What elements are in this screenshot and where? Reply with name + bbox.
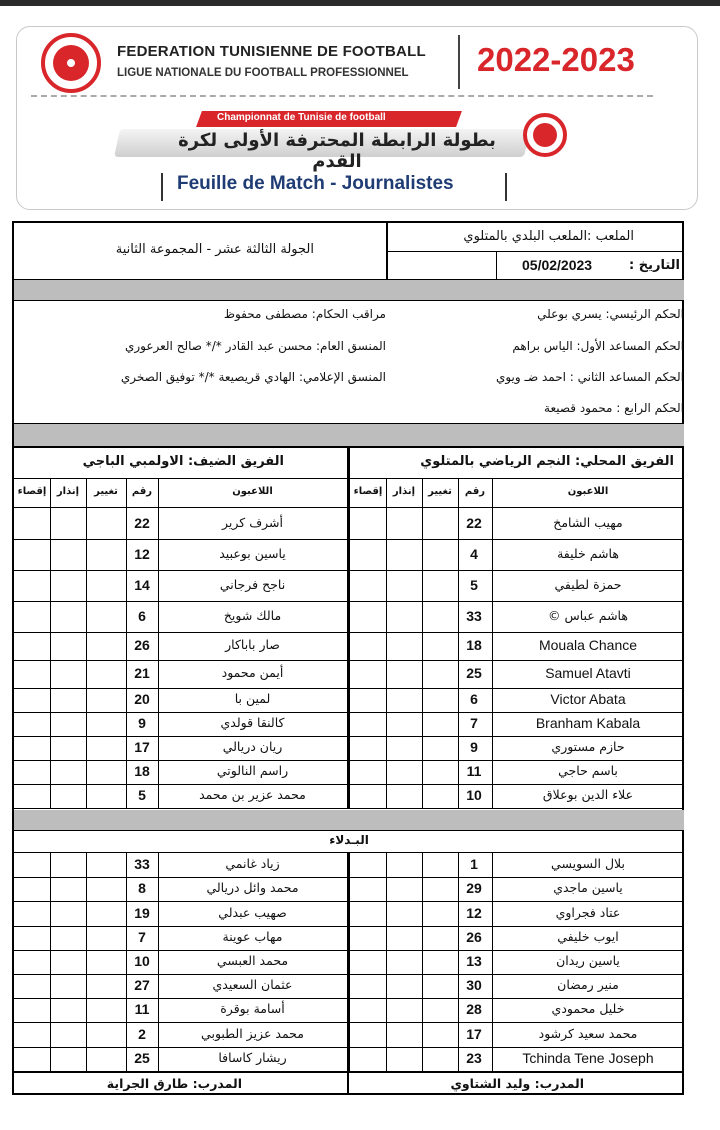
coach-top-line — [14, 1071, 684, 1073]
league-name: LIGUE NATIONALE DU FOOTBALL PROFESSIONNEL — [117, 67, 409, 79]
column-line — [386, 853, 387, 1071]
assistant-referee-1: الحكم المساعد الأول: الياس براهم — [512, 339, 684, 353]
away-starters-player-name: ناجح فرجاني — [219, 576, 286, 592]
away-starters-player-name: ياسين بوعبيد — [219, 545, 286, 561]
column-line — [86, 478, 87, 809]
away-subs-player-number: 8 — [138, 880, 146, 897]
away-starters-player-name: محمد عزير بن محمد — [199, 787, 306, 802]
home-starters-player-name: مهيب الشامخ — [553, 514, 623, 530]
general-coordinator: المنسق العام: محسن عبد القادر */* صالح العرعوري — [124, 339, 386, 353]
away-starters-player-number: 9 — [138, 715, 146, 731]
header-card — [16, 26, 698, 210]
away-starters-player-name: كالنقا قولدي — [220, 715, 285, 730]
home-subs-player-name: محمد سعيد كرشود — [538, 1025, 638, 1041]
home-subs-player-number: 13 — [466, 952, 482, 969]
away-starters-player-number: 26 — [134, 637, 150, 653]
away-team-title: الفريق الضيف: الاولمبي الباجي — [82, 454, 284, 469]
home-starters-player-name: حمزة لطيفي — [554, 576, 622, 592]
column-line — [86, 853, 87, 1071]
referee-observer: مراقب الحكام: مصطفى محفوظ — [223, 307, 386, 321]
away-col-players: اللاعبون — [232, 486, 273, 497]
assistant-referee-2: الحكم المساعد الثاني : احمد ضـ ويوي — [495, 370, 684, 384]
stadium: الملعب :الملعب البلدي بالمتلوي — [463, 229, 634, 244]
top-bar — [0, 0, 720, 6]
away-subs-player-number: 2 — [138, 1025, 146, 1042]
away-starters-player-number: 18 — [134, 763, 150, 779]
date-divider — [496, 251, 497, 279]
home-starters-player-number: 22 — [466, 514, 482, 531]
home-subs-player-number: 30 — [466, 977, 482, 994]
away-col-expulsion: إقصاء — [17, 486, 47, 497]
home-subs-player-name: Tchinda Tene Joseph — [522, 1049, 654, 1066]
match-sheet — [12, 221, 684, 1095]
column-line — [492, 853, 493, 1071]
home-subs-player-number: 12 — [466, 904, 482, 921]
home-subs-player-name: بلال السويسي — [551, 856, 625, 872]
away-subs-player-name: عثمان السعيدي — [212, 977, 293, 993]
home-subs-player-number: 28 — [466, 1001, 482, 1018]
home-subs-player-name: ياسين ريدان — [556, 952, 620, 968]
home-subs-player-name: ياسين ماجدي — [553, 880, 623, 896]
home-starters-player-name: هاشم عباس © — [548, 607, 628, 623]
column-line — [158, 478, 159, 809]
away-subs-player-number: 27 — [134, 977, 150, 994]
home-starters-player-number: 5 — [470, 576, 478, 593]
away-subs-player-name: ريشار كاسافا — [218, 1049, 287, 1065]
home-subs-player-number: 26 — [466, 928, 482, 945]
column-line — [158, 853, 159, 1071]
home-starters-player-name: باسم حاجي — [558, 763, 618, 778]
home-subs-player-name: خليل محمودي — [551, 1001, 625, 1017]
subs-heading-top — [14, 830, 684, 831]
teams-divider — [347, 853, 350, 1071]
home-starters-player-number: 4 — [470, 545, 478, 562]
away-subs-player-number: 7 — [138, 928, 146, 945]
home-team-title: الفريق المحلي: النجم الرياضي بالمتلوي — [420, 454, 674, 469]
away-subs-player-name: زياد غانمي — [225, 856, 280, 872]
away-subs-player-number: 33 — [134, 856, 150, 873]
away-starters-player-name: مالك شويخ — [223, 607, 282, 623]
away-subs-player-name: محمد عزيز الطبوبي — [201, 1025, 304, 1041]
home-starters-player-number: 7 — [470, 715, 478, 731]
info-row-line — [386, 251, 684, 252]
home-starters-player-name: Branham Kabala — [535, 715, 641, 731]
season-label: 2022-2023 — [477, 41, 635, 78]
home-starters-player-name: حازم مستوري — [551, 739, 625, 754]
match-date: 05/02/2023 — [522, 257, 593, 273]
column-line — [458, 853, 459, 1071]
away-starters-player-name: أيمن محمود — [221, 665, 284, 680]
coach-divider — [347, 1073, 349, 1095]
column-line — [492, 478, 493, 809]
subs-heading-bottom — [14, 852, 684, 853]
home-starters-player-name: علاء الدين بوعلاق — [542, 787, 634, 802]
home-subs-player-number: 23 — [466, 1049, 482, 1066]
gray-band-3 — [14, 810, 684, 830]
media-coordinator: المنسق الإعلامي: الهادي قريصيعة */* توفيق الصخري — [120, 370, 386, 384]
away-subs-player-name: مهاب عوينة — [222, 928, 283, 944]
column-line — [126, 853, 127, 1071]
title-bar-left — [161, 173, 163, 201]
league-logo — [523, 113, 567, 157]
away-col-substitution: تغيير — [94, 486, 118, 497]
home-col-substitution: تغيير — [428, 486, 452, 497]
away-subs-player-number: 10 — [134, 952, 150, 969]
teams-divider — [347, 478, 350, 809]
away-starters-player-number: 5 — [138, 787, 146, 803]
home-col-players: اللاعبون — [567, 486, 609, 497]
away-starters-player-name: راسم النالوتي — [216, 763, 289, 778]
column-line — [422, 478, 423, 809]
away-subs-player-number: 19 — [134, 904, 150, 921]
home-subs-player-name: عتاد فجراوي — [555, 904, 621, 920]
home-starters-player-number: 9 — [470, 739, 478, 755]
away-coach: المدرب: طارق الجراية — [106, 1076, 242, 1091]
away-starters-player-number: 21 — [134, 665, 150, 681]
away-subs-player-name: صهيب عبدلي — [218, 904, 287, 920]
away-starters-player-number: 12 — [134, 545, 150, 562]
federation-name: FEDERATION TUNISIENNE DE FOOTBALL — [117, 43, 426, 60]
away-col-warning: إنذار — [56, 486, 80, 497]
home-starters-player-number: 10 — [466, 787, 482, 803]
home-coach: المدرب: وليد الشتاوي — [450, 1076, 584, 1091]
home-starters-player-number: 18 — [466, 637, 482, 653]
date-label: التاريخ : — [629, 258, 680, 273]
away-subs-player-number: 25 — [134, 1049, 150, 1066]
dashed-divider — [31, 95, 653, 97]
ftf-logo — [41, 33, 101, 93]
away-starters-player-name: ريان دريالي — [222, 739, 283, 754]
home-col-warning: إنذار — [392, 486, 416, 497]
subs-heading: البـدلاء — [329, 833, 369, 847]
teams-center-divider — [347, 448, 350, 478]
referee: الحكم الرئيسي: يسري بوعلي — [537, 307, 684, 321]
title-bar-right — [505, 173, 507, 201]
home-starters-player-number: 11 — [466, 763, 482, 779]
column-line — [422, 853, 423, 1071]
away-subs-player-name: محمد وائل دريالي — [206, 880, 299, 896]
gray-band-2 — [14, 424, 684, 446]
home-subs-player-name: ايوب خليفي — [557, 928, 619, 944]
away-subs-player-name: أسامة بوقرة — [220, 1001, 285, 1017]
home-starters-player-number: 6 — [470, 691, 478, 707]
home-subs-player-number: 1 — [470, 856, 478, 873]
home-starters-player-number: 25 — [466, 665, 482, 681]
home-starters-player-name: Victor Abata — [550, 691, 626, 707]
column-line — [458, 478, 459, 809]
away-subs-player-name: محمد العبسي — [216, 952, 289, 968]
sheet-title: Feuille de Match - Journalistes — [177, 173, 454, 194]
championship-ar: بطولة الرابطة المحترفة الأولى لكرة القدم — [178, 130, 496, 172]
away-starters-player-name: لمين با — [234, 691, 271, 706]
home-starters-player-name: هاشم خليفة — [557, 545, 619, 561]
away-col-number: رقم — [131, 486, 153, 497]
column-line — [50, 853, 51, 1071]
away-subs-player-number: 11 — [134, 1001, 150, 1018]
officials-top-line — [14, 300, 684, 301]
home-subs-player-number: 29 — [466, 880, 482, 897]
home-subs-player-number: 17 — [466, 1025, 482, 1042]
header-divider — [458, 35, 460, 89]
away-starters-player-number: 14 — [134, 576, 150, 593]
home-col-number: رقم — [464, 486, 486, 497]
column-line — [50, 478, 51, 809]
away-starters-player-number: 22 — [134, 514, 150, 531]
home-starters-player-name: Samuel Atavti — [545, 665, 631, 681]
away-starters-player-number: 17 — [134, 739, 150, 755]
column-line — [126, 478, 127, 809]
gray-band-1 — [14, 280, 684, 300]
home-col-expulsion: إقصاء — [353, 486, 383, 497]
column-line — [386, 478, 387, 809]
away-starters-player-name: أشرف كرير — [222, 514, 283, 530]
home-starters-player-name: Mouala Chance — [538, 637, 638, 653]
home-starters-player-number: 33 — [466, 607, 482, 624]
fourth-official: الحكم الرابع : محمود قصيعة — [544, 401, 684, 415]
championship-fr: Championnat de Tunisie de football — [217, 112, 386, 123]
away-starters-player-number: 20 — [134, 691, 150, 707]
away-starters-player-name: صار باباكار — [225, 637, 280, 652]
round: الجولة الثالثة عشر - المجموعة الثانية — [115, 242, 314, 257]
away-starters-player-number: 6 — [138, 607, 146, 624]
home-subs-player-name: منير رمضان — [557, 977, 619, 993]
